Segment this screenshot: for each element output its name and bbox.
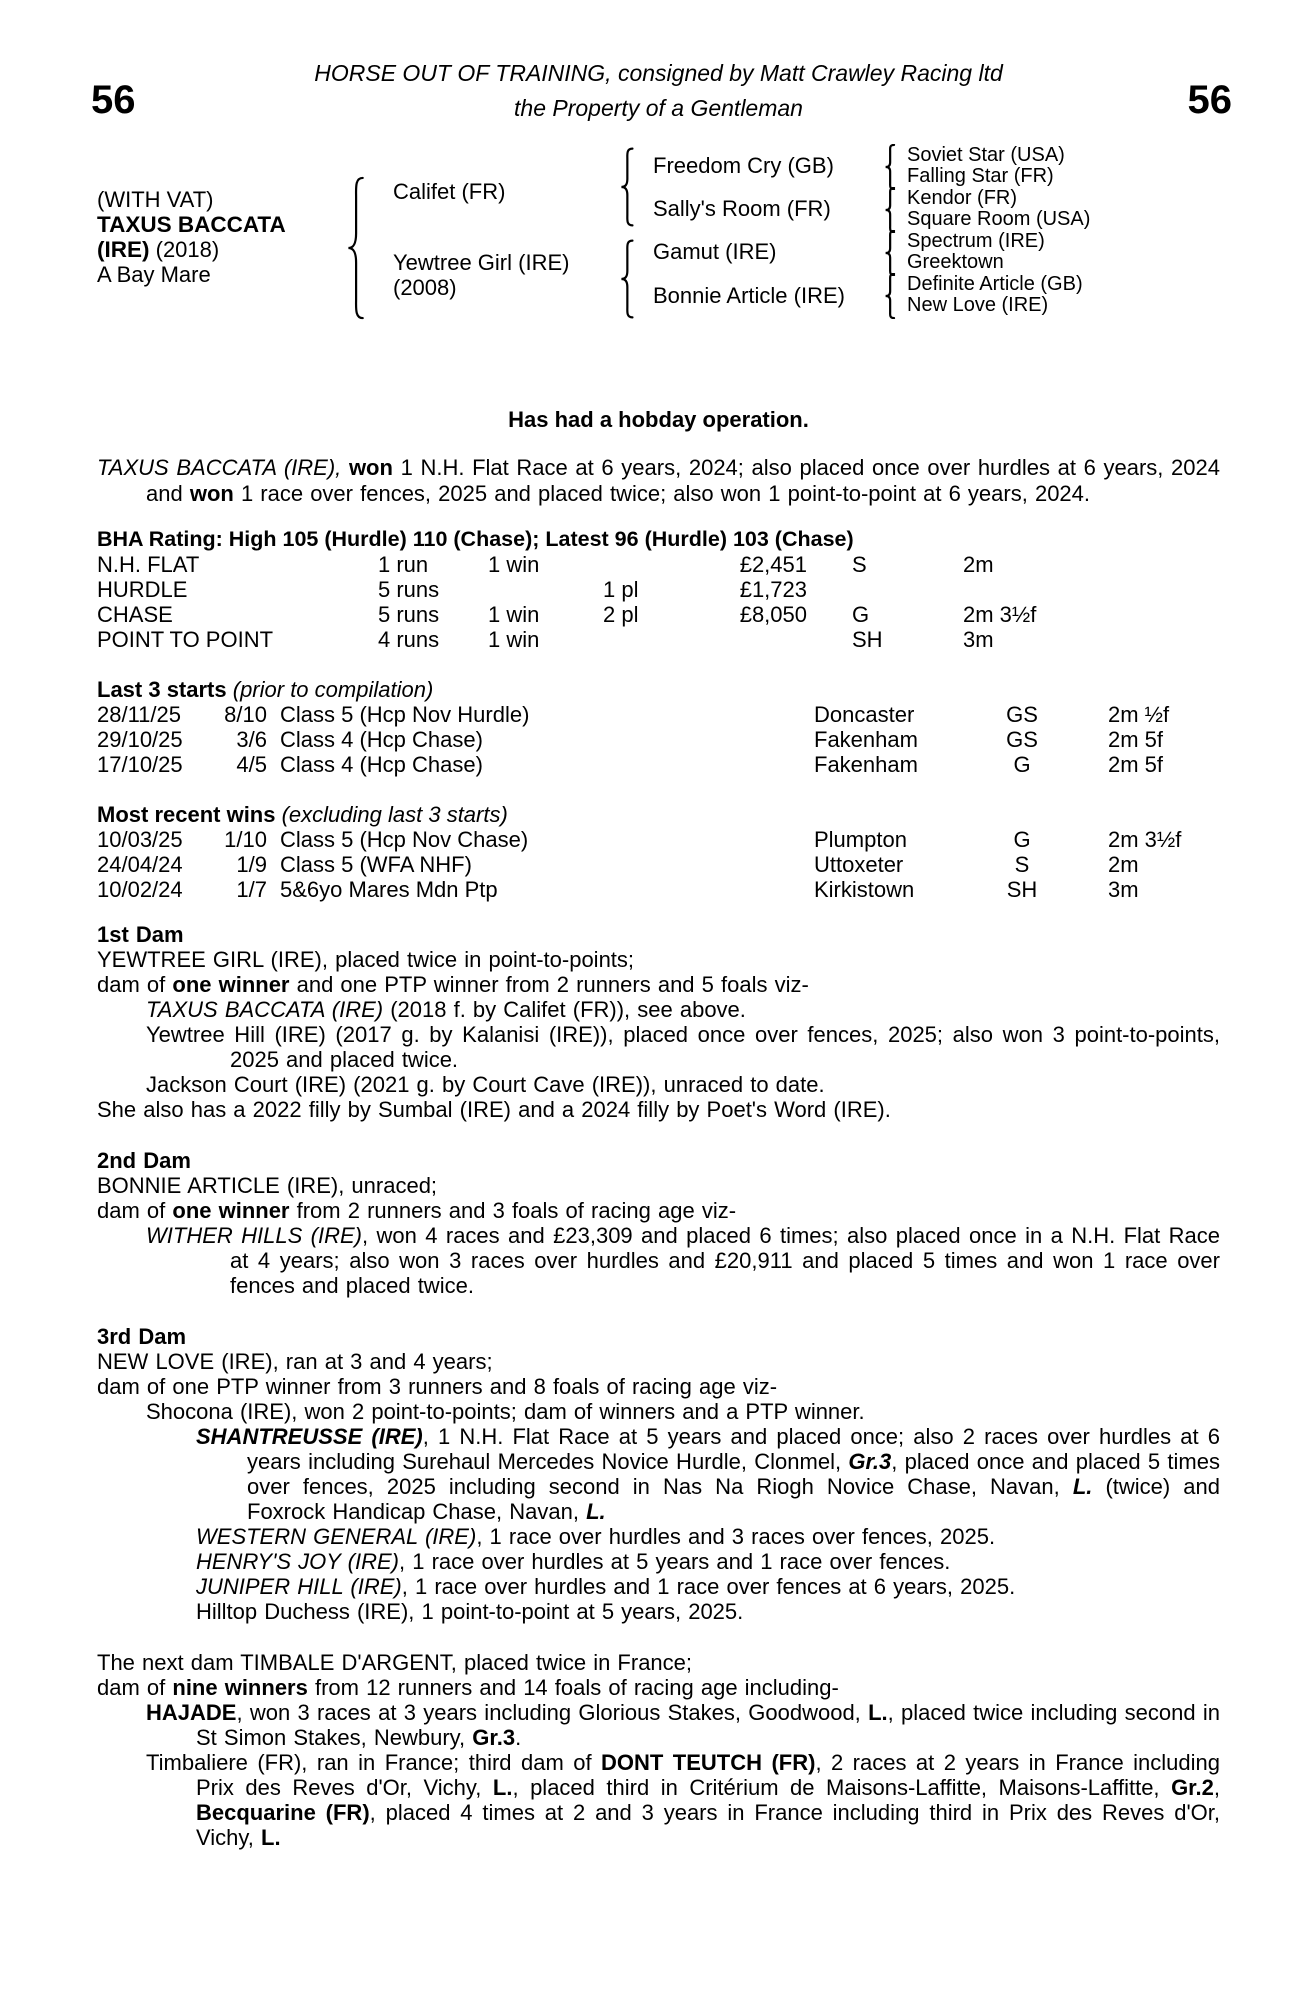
pedigree-ggparent: New Love (IRE) — [907, 294, 1049, 316]
bha-rating-heading: BHA Rating: High 105 (Hurdle) 110 (Chase); Latest 96 (Hurdle) 103 (Chase) — [97, 527, 854, 551]
horse-suffix: (IRE) — [97, 237, 150, 262]
next-dam-section — [97, 1650, 1220, 1850]
going-cell: SH — [1006, 877, 1038, 902]
course-cell: Uttoxeter — [814, 852, 904, 877]
lot-number-left: 56 — [91, 78, 136, 122]
recent-wins-section — [97, 802, 1220, 902]
going-cell: GS — [1006, 702, 1038, 727]
table-row — [97, 602, 1220, 627]
pedigree-dam-year: (2008) — [393, 275, 457, 300]
lot-number-right: 56 — [1187, 78, 1232, 122]
second-dam-section — [97, 1148, 1220, 1298]
pedigree-grandsire-2: Gamut (IRE) — [653, 239, 777, 264]
pedigree-grandsire-1: Freedom Cry (GB) — [653, 153, 834, 178]
going-cell: S — [852, 552, 867, 577]
runs-cell: 4 runs — [378, 627, 440, 652]
distance-cell: 2m 5f — [1108, 727, 1164, 752]
progeny-line: Hilltop Duchess (IRE), 1 point-to-point at 5 years, 2025. — [196, 1599, 744, 1624]
pedigree-brace-gg1 — [883, 144, 896, 190]
places-cell: 1 pl — [603, 577, 639, 602]
going-cell: GS — [1006, 727, 1038, 752]
progeny-line: WITHER HILLS (IRE), won 4 races and £23,309 and placed 6 times; also placed once in a N.H. Flat Race at 4 years; also won 3 races over hurdles and £20,911 and placed 5 times and won 1 race over fences and placed twice. — [146, 1223, 1221, 1298]
pedigree-dam-name: Yewtree Girl (IRE) — [393, 250, 570, 275]
course-cell: Fakenham — [814, 727, 918, 752]
progeny-line: Jackson Court (IRE) (2021 g. by Court Cave (IRE)), unraced to date. — [146, 1072, 825, 1097]
race-cell: 5&6yo Mares Mdn Ptp — [280, 877, 498, 902]
horse-name: TAXUS BACCATA — [97, 212, 286, 237]
property-line: the Property of a Gentleman — [514, 95, 803, 121]
race-cell: Class 4 (Hcp Chase) — [280, 727, 483, 752]
distance-cell: 3m — [1108, 877, 1139, 902]
distance-cell: 2m 3½f — [1108, 827, 1182, 852]
progeny-line: WESTERN GENERAL (IRE), 1 race over hurdles and 3 races over fences, 2025. — [196, 1524, 996, 1549]
pedigree-sire: Califet (FR) — [393, 179, 506, 204]
table-row — [97, 702, 1220, 727]
dam-line: She also has a 2022 filly by Sumbal (IRE) and a 2024 filly by Poet's Word (IRE). — [97, 1097, 891, 1122]
table-row — [97, 877, 1220, 902]
table-row — [97, 752, 1220, 777]
pedigree-table — [97, 145, 1220, 323]
position-cell: 1/9 — [236, 852, 267, 877]
progeny-line: JUNIPER HILL (IRE), 1 race over hurdles and 1 race over fences at 6 years, 2025. — [196, 1574, 1016, 1599]
section-title — [97, 677, 1220, 702]
table-row — [97, 727, 1220, 752]
pedigree-ggparent: Spectrum (IRE) — [907, 230, 1045, 252]
places-cell: 2 pl — [603, 602, 639, 627]
progeny-line: SHANTREUSSE (IRE), 1 N.H. Flat Race at 5 years and placed once; also 2 races over hurdles at 6 years including Surehaul Mercedes Novice Hurdle, Clonmel, Gr.3, placed once and placed 5 times over fences, 2025 including second in Nas Na Riogh Novice Chase, Navan, L. (twice) and Foxrock Handicap Chase, Navan, L. — [196, 1424, 1221, 1524]
course-cell: Fakenham — [814, 752, 918, 777]
race-cell: Class 5 (WFA NHF) — [280, 852, 472, 877]
dam-line: dam of nine winners from 12 runners and 14 foals of racing age including- — [97, 1675, 839, 1700]
category-cell: POINT TO POINT — [97, 627, 274, 652]
course-cell: Doncaster — [814, 702, 915, 727]
progeny-line: Yewtree Hill (IRE) (2017 g. by Kalanisi (IRE)), placed once over fences, 2025; also won 3 point-to-points, 2025 and placed twice. — [146, 1022, 1220, 1072]
section-heading: 2nd Dam — [97, 1148, 191, 1173]
date-cell: 10/03/25 — [97, 827, 183, 852]
vat-note: (WITH VAT) — [97, 187, 214, 212]
section-heading: 1st Dam — [97, 922, 184, 947]
section-title — [97, 802, 1220, 827]
section-heading: 3rd Dam — [97, 1324, 187, 1349]
last-3-starts-section — [97, 677, 1220, 777]
wins-cell: 1 win — [488, 552, 540, 577]
runs-cell: 5 runs — [378, 602, 440, 627]
progeny-line: HAJADE, won 3 races at 3 years including Glorious Stakes, Goodwood, L., placed twice including second in St Simon Stakes, Newbury, Gr.3. — [146, 1700, 1221, 1750]
pedigree-dam — [393, 250, 569, 300]
dam-line: BONNIE ARTICLE (IRE), unraced; — [97, 1173, 438, 1198]
course-cell: Kirkistown — [814, 877, 915, 902]
pedigree-ggparent: Soviet Star (USA) — [907, 144, 1065, 166]
race-cell: Class 5 (Hcp Nov Hurdle) — [280, 702, 530, 727]
race-cell: Class 5 (Hcp Nov Chase) — [280, 827, 529, 852]
consignor-line: HORSE OUT OF TRAINING, consigned by Matt Crawley Racing ltd — [314, 60, 1003, 86]
dam-line: NEW LOVE (IRE), ran at 3 and 4 years; — [97, 1349, 493, 1374]
date-cell: 17/10/25 — [97, 752, 183, 777]
pedigree-granddam-1: Sally's Room (FR) — [653, 196, 831, 221]
going-cell: SH — [852, 627, 883, 652]
position-cell: 4/5 — [236, 752, 267, 777]
pedigree-ggparent: Greektown — [907, 251, 1004, 273]
going-cell: G — [1013, 827, 1031, 852]
section-title-note: (excluding last 3 starts) — [281, 802, 508, 827]
position-cell: 1/10 — [224, 827, 267, 852]
progeny-line: Shocona (IRE), won 2 point-to-points; dam of winners and a PTP winner. — [146, 1399, 865, 1424]
prize-money-cell: £1,723 — [739, 577, 807, 602]
dam-line: YEWTREE GIRL (IRE), placed twice in point-to-points; — [97, 947, 635, 972]
horse-description: A Bay Mare — [97, 262, 211, 287]
pedigree-brace-gg4 — [883, 273, 896, 319]
section-title-text: Last 3 starts — [97, 677, 227, 702]
pedigree-brace-gg3 — [883, 230, 896, 276]
distance-cell: 2m 5f — [1108, 752, 1164, 777]
progeny-line: HENRY'S JOY (IRE), 1 race over hurdles at 5 years and 1 race over fences. — [196, 1549, 951, 1574]
distance-cell: 2m — [963, 552, 994, 577]
distance-cell: 2m ½f — [1108, 702, 1170, 727]
progeny-line: Timbaliere (FR), ran in France; third dam of DONT TEUTCH (FR), 2 races at 2 years in France including Prix des Reves d'Or, Vichy, L., placed third in Critérium de Maisons-Laffitte, Maisons-Laffitte, Gr.2, Becquarine (FR), placed 4 times at 2 and 3 years in France including third in Prix des Reves d'Or, Vichy, L. — [146, 1750, 1220, 1850]
wins-cell: 1 win — [488, 602, 540, 627]
table-row — [97, 627, 1220, 652]
category-cell: HURDLE — [97, 577, 188, 602]
dam-line: dam of one PTP winner from 3 runners and 8 foals of racing age viz- — [97, 1374, 778, 1399]
progeny-line: TAXUS BACCATA (IRE) (2018 f. by Califet (FR)), see above. — [146, 997, 746, 1022]
runs-cell: 5 runs — [378, 577, 440, 602]
going-cell: G — [852, 602, 870, 627]
position-cell: 1/7 — [236, 877, 267, 902]
dam-line: dam of one winner from 2 runners and 3 foals of racing age viz- — [97, 1198, 737, 1223]
date-cell: 24/04/24 — [97, 852, 183, 877]
race-record-paragraph: TAXUS BACCATA (IRE), won 1 N.H. Flat Race at 6 years, 2024; also placed once over hurdles at 6 years, 2024 and won 1 race over fences, 2025 and placed twice; also won 1 point-to-point at 6 years, 2024. — [97, 455, 1220, 506]
pedigree-brace-sire — [618, 147, 635, 227]
date-cell: 10/02/24 — [97, 877, 183, 902]
table-row — [97, 577, 1220, 602]
category-cell: N.H. FLAT — [97, 552, 200, 577]
distance-cell: 2m — [1108, 852, 1139, 877]
pedigree-ggparent: Square Room (USA) — [907, 208, 1091, 230]
page-content — [91, 0, 1232, 1850]
horse-suffix-year — [97, 237, 286, 262]
table-row — [97, 852, 1220, 877]
date-cell: 29/10/25 — [97, 727, 183, 752]
pedigree-granddam-2: Bonnie Article (IRE) — [653, 283, 845, 308]
third-dam-section — [97, 1324, 1220, 1624]
dam-line: dam of one winner and one PTP winner from 2 runners and 5 foals viz- — [97, 972, 809, 997]
bha-rating-section — [97, 527, 1220, 652]
wins-cell: 1 win — [488, 627, 540, 652]
pedigree-brace-main — [344, 175, 366, 321]
going-cell: G — [1013, 752, 1031, 777]
dam-line: The next dam TIMBALE D'ARGENT, placed twice in France; — [97, 1650, 693, 1675]
position-cell: 8/10 — [224, 702, 267, 727]
runs-cell: 1 run — [378, 552, 429, 577]
course-cell: Plumpton — [814, 827, 907, 852]
category-cell: CHASE — [97, 602, 173, 627]
vet-note: Has had a hobday operation. — [508, 407, 809, 432]
pedigree-ggparent: Kendor (FR) — [907, 187, 1018, 209]
section-title-text: Most recent wins — [97, 802, 276, 827]
distance-cell: 2m 3½f — [963, 602, 1037, 627]
distance-cell: 3m — [963, 627, 994, 652]
prize-money-cell: £2,451 — [739, 552, 807, 577]
pedigree-brace-gg2 — [883, 187, 896, 233]
table-row — [97, 552, 1220, 577]
pedigree-ggparent: Falling Star (FR) — [907, 165, 1054, 187]
section-title-note: (prior to compilation) — [232, 677, 434, 702]
race-cell: Class 4 (Hcp Chase) — [280, 752, 483, 777]
pedigree-brace-dam — [618, 239, 635, 319]
first-dam-section — [97, 922, 1220, 1122]
horse-year: (2018) — [155, 237, 220, 262]
table-row — [97, 827, 1220, 852]
page-header — [91, 60, 1232, 135]
horse-identity — [97, 187, 286, 287]
date-cell: 28/11/25 — [97, 702, 182, 727]
prize-money-cell: £8,050 — [739, 602, 807, 627]
going-cell: S — [1014, 852, 1030, 877]
pedigree-ggparent: Definite Article (GB) — [907, 273, 1083, 295]
position-cell: 3/6 — [236, 727, 267, 752]
